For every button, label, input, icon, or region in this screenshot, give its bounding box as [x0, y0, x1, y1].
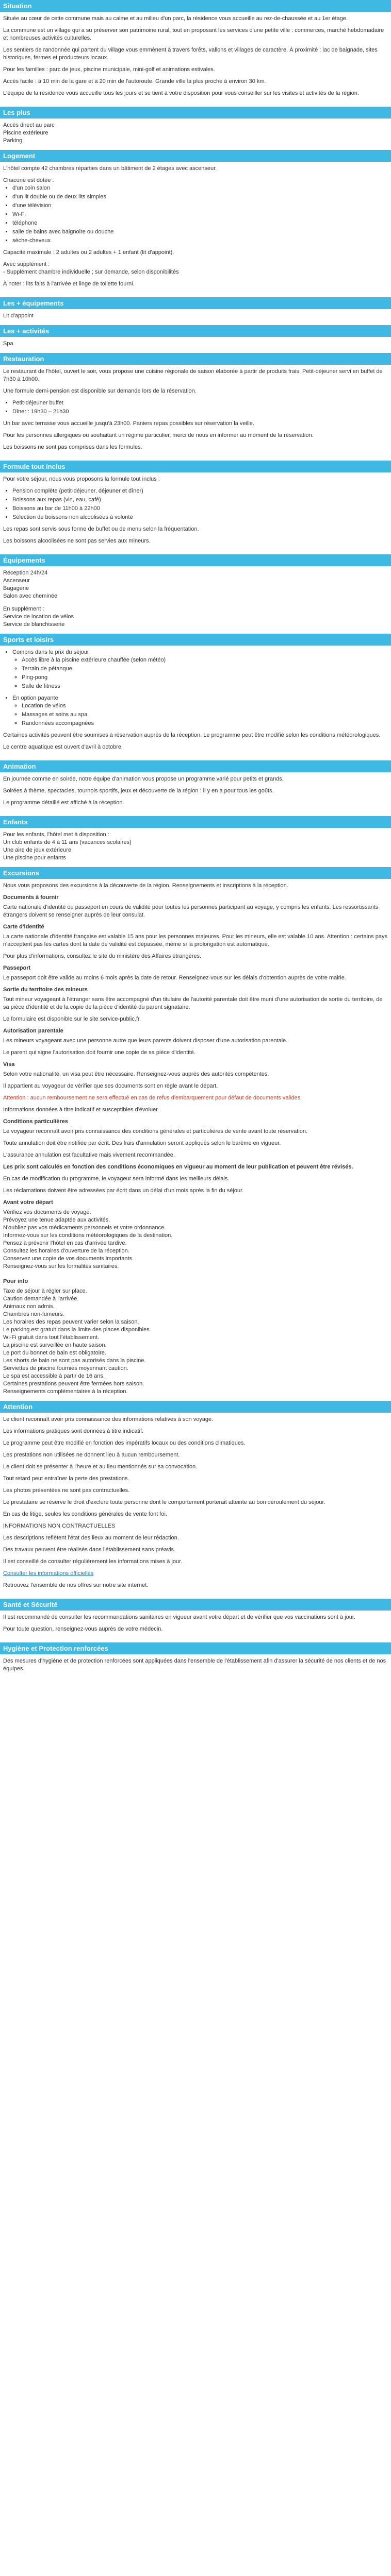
list-item: ◦ Salle de fitness — [22, 683, 388, 690]
info-item: Le parking est gratuit dans la limite des places disponibles. — [3, 1327, 151, 1333]
excursions-text: Le voyageur reconnaît avoir pris connaissance des conditions générales et particulières de vente avant toute réservation. — [3, 1128, 308, 1134]
health-safety-section — [0, 1599, 391, 1641]
situation-text: L'équipe de la résidence vous accueille tous les jours et se tient à votre disposition pour vous conseiller sur les visites et activités de la région. — [3, 90, 359, 96]
list-item: ◦ Massages et soins au spa — [22, 711, 388, 719]
official-info-link[interactable]: Consulter les informations officielles — [3, 1570, 94, 1577]
all-inclusive-text: Les repas sont servis sous forme de buffet ou de menu selon la fréquentation. — [3, 526, 199, 532]
children-text: Pour les enfants, l'hôtel met à disposition : — [3, 832, 109, 838]
info-heading: Pour info — [3, 1278, 28, 1284]
info-item: Le port du bonnet de bain est obligatoire. — [3, 1350, 106, 1356]
attention-text: Les prestations non utilisées ne donnent lieu à aucun remboursement. — [3, 1452, 180, 1458]
passport-heading: Passeport — [3, 965, 31, 971]
list-item: Une aire de jeux extérieure — [3, 847, 72, 853]
restaurant-text: Pour les personnes allergiques ou souhaitant un régime particulier, merci de nous en informer au moment de la réservation. — [3, 432, 314, 438]
excursions-text: En cas de modification du programme, le voyageur sera informé dans les meilleurs délais. — [3, 1176, 230, 1182]
list-item: ◦ Ping-pong — [22, 674, 388, 682]
info-item: Chambres non-fumeurs. — [3, 1311, 64, 1317]
restaurant-text: Les boissons ne sont pas comprises dans les formules. — [3, 444, 142, 450]
excursions-text: Il appartient au voyageur de vérifier que ses documents sont en règle avant le départ. — [3, 1083, 218, 1089]
equipment-section — [0, 554, 391, 633]
parental-authorization-heading: Autorisation parentale — [3, 1028, 63, 1034]
attention-text: En cas de litige, seules les conditions générales de vente font foi. — [3, 1511, 167, 1517]
excursions-section — [0, 867, 391, 1400]
extra-activities-text: Spa — [3, 341, 13, 347]
excursions-text: Conservez une copie de vos documents importants. — [3, 1256, 134, 1262]
list-item: • d'un lit double ou de deux lits simples — [12, 193, 388, 201]
situation-text: Accès facile : à 10 min de la gare et à 20 min de l'autoroute. Grande ville la plus proche à environ 30 km. — [3, 78, 266, 84]
excursions-text: Le passeport doit être valide au moins 6 mois après la date de retour. Renseignez-vous sur les délais d'obtention auprès de votre mairie. — [3, 975, 346, 981]
attention-text: Le client doit se présenter à l'heure et au lieu mentionnés sur sa convocation. — [3, 1464, 198, 1470]
situation-text: La commune est un village qui a su préserver son patrimoine rural, tout en proposant les services d'une petite ville : commerces, marché hebdomadaire et nombreuses activités culturelles. — [3, 27, 384, 41]
lodging-text: Capacité maximale : 2 adultes ou 2 adultes + 1 enfant (lit d'appoint). — [3, 249, 174, 256]
list-item: • Sélection de boissons non alcoolisées à volonté — [12, 514, 388, 521]
info-item: Renseignements complémentaires à la réception. — [3, 1388, 128, 1395]
sports-text: Le centre aquatique est ouvert d'avril à octobre. — [3, 744, 123, 750]
section-header-restaurant: Restauration — [0, 353, 391, 365]
list-item: ◦ Terrain de pétanque — [22, 665, 388, 673]
lodging-text: Avec supplément : — [3, 261, 50, 267]
visa-heading: Visa — [3, 1061, 15, 1067]
all-inclusive-section — [0, 461, 391, 553]
list-item: • d'un coin salon — [12, 184, 388, 192]
highlights-section — [0, 107, 391, 149]
sports-included-list — [12, 656, 388, 690]
situation-text: Les sentiers de randonnée qui partent du village vous emmènent à travers forêts, vallons et villages de caractère. À proximité : lac de baignade, sites historiques, fermes et producteurs locaux. — [3, 47, 378, 61]
list-item: • Wi-Fi — [12, 211, 388, 218]
attention-text: Retrouvez l'ensemble de nos offres sur notre site internet. — [3, 1582, 149, 1588]
restaurant-text: Le restaurant de l'hôtel, ouvert le soir, vous propose une cuisine régionale de saison élaborée à partir de produits frais. Petit-déjeuner servi en buffet de 7h30 à 10h00. — [3, 368, 383, 382]
section-header-attention: Attention — [0, 1401, 391, 1413]
restaurant-text: Un bar avec terrasse vous accueille jusqu'à 23h00. Paniers repas possibles sur réservation la veille. — [3, 420, 254, 427]
list-item: • sèche-cheveux — [12, 237, 388, 245]
excursions-text: Selon votre nationalité, un visa peut être nécessaire. Renseignez-vous auprès des autorités compétentes. — [3, 1071, 269, 1077]
section-header-highlights: Les plus — [0, 107, 391, 118]
extra-equipment-section — [0, 297, 391, 324]
info-item: Taxe de séjour à régler sur place. — [3, 1288, 87, 1294]
price-note: Les prix sont calculés en fonction des conditions économiques en vigueur au moment de leur publication et peuvent être révisés. — [3, 1164, 353, 1170]
list-item: ◦ Accès libre à la piscine extérieure chauffée (selon météo) — [22, 656, 388, 664]
sports-group-title: Compris dans le prix du séjour — [12, 649, 89, 655]
excursions-text: Nous vous proposons des excursions à la découverte de la région. Renseignements et inscriptions à la réception. — [3, 883, 288, 889]
excursions-text: Carte nationale d'identité ou passeport en cours de validité pour toutes les personnes participant au voyage, y compris les enfants. Les ressortissants étrangers doivent se renseigner auprès de leur consulat. — [3, 904, 379, 918]
info-item: Wi-Fi gratuit dans tout l'établissement. — [3, 1334, 100, 1341]
excursions-text: Consultez les horaires d'ouverture de la réception. — [3, 1248, 129, 1254]
list-item: • d'une télévision — [12, 202, 388, 210]
excursions-text: Les mineurs voyageant avec une personne autre que leurs parents doivent disposer d'une autorisation parentale. — [3, 1038, 288, 1044]
list-item: • Petit-déjeuner buffet — [12, 399, 388, 407]
list-item: • Pension complète (petit-déjeuner, déjeuner et dîner) — [12, 487, 388, 495]
list-item: Une piscine pour enfants — [3, 855, 66, 861]
excursions-text: Tout mineur voyageant à l'étranger sans être accompagné d'un titulaire de l'autorité parentale doit être muni d'une autorisation de sortie du territoire, de sa pièce d'identité et de la copie de la pièce d'identité du parent signataire. — [3, 996, 383, 1010]
section-header-excursions: Excursions — [0, 867, 391, 879]
list-item: Bagagerie — [3, 585, 29, 591]
list-item: Salon avec cheminée — [3, 593, 58, 599]
section-header-extra-equipment: Les + équipements — [0, 297, 391, 309]
sports-text: Certaines activités peuvent être soumises à réservation auprès de la réception. Le programme peut être modifié selon les conditions météorologiques. — [3, 732, 381, 738]
section-header-entertainment: Animation — [0, 760, 391, 772]
minors-exit-heading: Sortie du territoire des mineurs — [3, 987, 88, 993]
entertainment-text: En journée comme en soirée, notre équipe d'animation vous propose un programme varié pour petits et grands. — [3, 776, 284, 782]
excursions-text: Les réclamations doivent être adressées par écrit dans un délai d'un mois après la fin du séjour. — [3, 1188, 244, 1194]
excursions-text: L'assurance annulation est facultative mais vivement recommandée. — [3, 1152, 175, 1158]
info-item: Le spa est accessible à partir de 16 ans. — [3, 1373, 105, 1379]
restaurant-section — [0, 353, 391, 460]
list-item: • Dîner : 19h30 – 21h30 — [12, 408, 388, 416]
excursions-text: Pensez à prévenir l'hôtel en cas d'arrivée tardive. — [3, 1240, 127, 1246]
all-inclusive-text: Les boissons alcoolisées ne sont pas servies aux mineurs. — [3, 538, 151, 544]
excursions-text: Prévoyez une tenue adaptée aux activités. — [3, 1217, 110, 1223]
highlight-item: Accès direct au parc — [3, 122, 55, 128]
section-header-hygiene: Hygiène et Protection renforcées — [0, 1642, 391, 1654]
list-item: Service de location de vélos — [3, 614, 74, 620]
attention-text: Le prestataire se réserve le droit d'exclure toute personne dont le comportement porterait atteinte au bon déroulement du séjour. — [3, 1499, 325, 1505]
attention-text: Le client reconnaît avoir pris connaissance des informations relatives à son voyage. — [3, 1416, 214, 1422]
lodging-text: L'hôtel compte 42 chambres réparties dans un bâtiment de 2 étages avec ascenseur. — [3, 165, 217, 172]
list-item: Service de blanchisserie — [3, 621, 65, 628]
list-item: • salle de bains avec baignoire ou douche — [12, 228, 388, 236]
sports-paid-list — [12, 702, 388, 727]
attention-text: Les photos présentées ne sont pas contractuelles. — [3, 1487, 130, 1494]
sports-group-title: En option payante — [12, 695, 58, 701]
lodging-amenities-list — [3, 184, 388, 245]
children-section — [0, 816, 391, 866]
special-conditions-heading: Conditions particulières — [3, 1118, 68, 1125]
section-header-extra-activities: Les + activités — [0, 325, 391, 337]
attention-section — [0, 1401, 391, 1598]
situation-text: Située au cœur de cette commune mais au calme et au milieu d'un parc, la résidence vous accueille au rez-de-chaussée et au 1er étage. — [3, 15, 348, 22]
entertainment-section — [0, 760, 391, 815]
restaurant-text: Une formule demi-pension est disponible sur demande lors de la réservation. — [3, 388, 197, 394]
attention-text: Des travaux peuvent être réalisés dans l'établissement sans préavis. — [3, 1547, 176, 1553]
attention-text: Les informations pratiques sont données à titre indicatif. — [3, 1428, 144, 1434]
list-item: Réception 24h/24 — [3, 570, 48, 576]
attention-text: Les descriptions reflètent l'état des lieux au moment de leur rédaction. — [3, 1535, 179, 1541]
attention-text: Le programme peut être modifié en fonction des impératifs locaux ou des conditions climatiques. — [3, 1440, 246, 1446]
documents-warning: Attention : aucun remboursement ne sera effectué en cas de refus d'embarquement pour défaut de documents valides. — [3, 1095, 302, 1101]
section-header-equipment: Équipements — [0, 554, 391, 566]
excursions-text: Pour plus d'informations, consultez le site du ministère des Affaires étrangères. — [3, 953, 202, 959]
info-item: Animaux non admis. — [3, 1303, 55, 1310]
excursions-text: Vérifiez vos documents de voyage. — [3, 1209, 91, 1215]
sports-group-included — [12, 649, 388, 690]
extra-equipment-text: Lit d'appoint — [3, 313, 34, 319]
section-header-children: Enfants — [0, 816, 391, 828]
section-header-situation: Situation — [0, 0, 391, 12]
before-departure-heading: Avant votre départ — [3, 1199, 53, 1206]
lodging-section — [0, 150, 391, 296]
list-item: • Boissons aux repas (vin, eau, café) — [12, 496, 388, 504]
info-item: Certaines prestations peuvent être fermées hors saison. — [3, 1381, 144, 1387]
hygiene-section — [0, 1642, 391, 1681]
info-item: Caution demandée à l'arrivée. — [3, 1296, 79, 1302]
highlight-item: Parking — [3, 138, 23, 144]
excursions-text: Informations données à titre indicatif et susceptibles d'évoluer. — [3, 1107, 159, 1113]
situation-text: Pour les familles : parc de jeux, piscine municipale, mini-golf et animations estivales. — [3, 66, 215, 73]
entertainment-text: Soirées à thème, spectacles, tournois sportifs, jeux et découverte de la région : il y en a pour tous les goûts. — [3, 788, 274, 794]
restaurant-list — [3, 399, 388, 416]
id-card-heading: Carte d'identité — [3, 924, 44, 930]
health-text: Il est recommandé de consulter les recommandations sanitaires en vigueur avant votre départ et de vérifier que vos vaccinations sont à jour. — [3, 1614, 355, 1620]
attention-text: Il est conseillé de consulter régulièrement les informations mises à jour. — [3, 1558, 183, 1565]
section-header-sports: Sports et loisirs — [0, 634, 391, 646]
list-item: ◦ Randonnées accompagnées — [22, 720, 388, 727]
sports-groups — [3, 649, 388, 727]
list-item: Un club enfants de 4 à 11 ans (vacances scolaires) — [3, 839, 132, 845]
list-item: ◦ Location de vélos — [22, 702, 388, 710]
section-header-all-inclusive: Formule tout inclus — [0, 461, 391, 472]
info-item: La piscine est surveillée en haute saison. — [3, 1342, 107, 1348]
documents-heading: Documents à fournir — [3, 894, 59, 901]
lodging-text: Chacune est dotée : — [3, 177, 54, 183]
all-inclusive-list — [3, 487, 388, 521]
list-item: • Boissons au bar de 11h00 à 22h00 — [12, 505, 388, 513]
info-item: Les shorts de bain ne sont pas autorisés dans la piscine. — [3, 1358, 146, 1364]
excursions-text: Informez-vous sur les conditions météorologiques de la destination. — [3, 1232, 173, 1239]
highlight-item: Piscine extérieure — [3, 130, 48, 136]
list-item: • téléphone — [12, 219, 388, 227]
excursions-text: Le parent qui signe l'autorisation doit fournir une copie de sa pièce d'identité. — [3, 1049, 196, 1056]
info-item: Serviettes de piscine fournies moyennant caution. — [3, 1365, 128, 1371]
hygiene-text: Des mesures d'hygiène et de protection renforcées sont appliquées dans l'ensemble de l'établissement afin d'assurer la sécurité de nos clients et de nos équipes. — [3, 1658, 386, 1672]
section-header-health-safety: Santé et Sécurité — [0, 1599, 391, 1611]
info-item: Les horaires des repas peuvent varier selon la saison. — [3, 1319, 139, 1325]
sports-group-paid — [12, 694, 388, 727]
attention-text: INFORMATIONS NON CONTRACTUELLES — [3, 1523, 116, 1529]
situation-section — [0, 0, 391, 106]
lodging-text: À noter : lits faits à l'arrivée et linge de toilette fourni. — [3, 281, 135, 287]
attention-text: Tout retard peut entraîner la perte des prestations. — [3, 1476, 129, 1482]
entertainment-text: Le programme détaillé est affiché à la réception. — [3, 800, 124, 806]
extra-activities-section — [0, 325, 391, 352]
lodging-text: - Supplément chambre individuelle ; sur demande, selon disponibilités — [3, 269, 179, 275]
excursions-text: Renseignez-vous sur les formalités sanitaires. — [3, 1263, 119, 1269]
excursions-text: La carte nationale d'identité française est valable 15 ans pour les personnes majeures. Pour les mineurs, elle est valable 10 ans. Attention : certains pays n'acceptent pas les cartes dont la date de validité est dépassée, même si la prolongation est automatique. — [3, 934, 388, 947]
excursions-text: Toute annulation doit être notifiée par écrit. Des frais d'annulation seront appliqués selon le barème en vigueur. — [3, 1140, 281, 1146]
section-header-lodging: Logement — [0, 150, 391, 162]
excursions-text: N'oubliez pas vos médicaments personnels et votre ordonnance. — [3, 1225, 166, 1231]
health-text: Pour toute question, renseignez-vous auprès de votre médecin. — [3, 1626, 163, 1632]
excursions-text: Le formulaire est disponible sur le site service-public.fr. — [3, 1016, 141, 1022]
all-inclusive-text: Pour votre séjour, nous vous proposons la formule tout inclus : — [3, 476, 160, 482]
list-item: Ascenseur — [3, 578, 30, 584]
sports-section — [0, 634, 391, 759]
equipment-text: En supplément : — [3, 606, 44, 612]
